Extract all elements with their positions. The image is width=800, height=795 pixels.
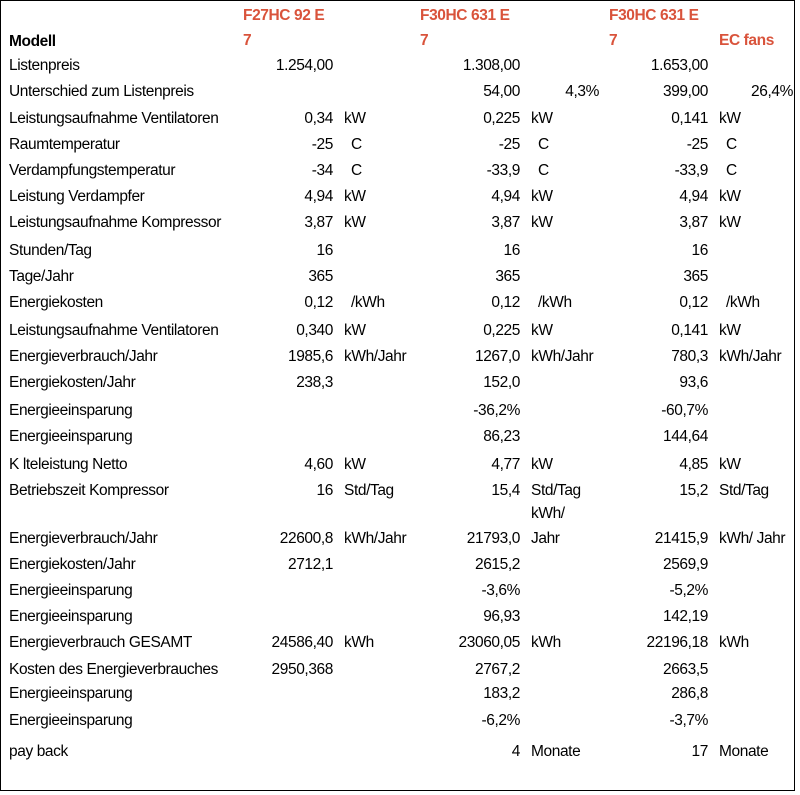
value-col-1: 3,87 [304,214,333,231]
value-col-1: 238,3 [296,374,333,391]
value-col-2: -25 [498,136,520,153]
unit-col-3: Std/Tag [719,482,769,499]
unit-col-1: kW [344,110,366,127]
unit-col-3: kW [719,188,741,205]
value-col-2: -36,2% [473,402,520,419]
unit-col-3: kW [719,322,741,339]
row-label: Energieeinsparung [9,712,133,729]
row-label: Leistungsaufnahme Ventilatoren [9,322,219,339]
unit-col-3: kWh/ Jahr [719,530,786,547]
unit-col-2: kW [531,322,553,339]
row-label: Leistungsaufnahme Kompressor [9,214,221,231]
unit-col-1: kWh [344,634,374,651]
value-col-3: 3,87 [679,214,708,231]
row-label: Energieeinsparung [9,402,133,419]
value-col-3: 142,19 [662,608,708,625]
value-col-3: 21415,9 [654,530,708,547]
unit-col-2: /kWh [538,294,572,311]
value-col-3: 399,00 [662,83,708,100]
value-col-1: 365 [308,268,333,285]
value-col-3: 0,141 [671,322,708,339]
value-col-2: 16 [503,242,520,259]
unit-col-1: kW [344,456,366,473]
value-col-1: -25 [311,136,333,153]
row-label: Energieverbrauch GESAMT [9,634,192,651]
column-header-1-line2: 7 [243,32,252,49]
unit-col-1: C [351,162,362,179]
row-label: Betriebszeit Kompressor [9,482,169,499]
value-col-3: 1.653,00 [650,57,708,74]
unit-col-2: C [538,136,549,153]
row-label: Energieeinsparung [9,608,133,625]
unit-col-2: C [538,162,549,179]
unit-col-2: Std/Tag [531,482,581,499]
row-label: Energiekosten/Jahr [9,556,136,573]
unit-col-1: kW [344,322,366,339]
column-header-2-line1: F30HC 631 E [420,7,510,24]
unit-col-3: Monate [719,743,769,760]
value-col-2: 54,00 [483,83,520,100]
unit-col-3: C [726,162,737,179]
value-col-3: 93,6 [679,374,708,391]
value-col-2: -3,6% [481,582,520,599]
value-col-3: 0,141 [671,110,708,127]
value-col-3: -3,7% [669,712,708,729]
row-label: Verdampfungstemperatur [9,162,176,179]
unit-col-2: 4,3% [565,83,599,100]
value-col-1: 22600,8 [279,530,333,547]
value-col-1: 0,340 [296,322,333,339]
value-col-2: 15,4 [491,482,520,499]
value-col-1: 4,94 [304,188,333,205]
model-label: Modell [9,33,56,50]
unit-col-2: kW [531,188,553,205]
value-col-1: 16 [316,242,333,259]
value-col-2: 96,93 [483,608,520,625]
value-col-3: -25 [686,136,708,153]
value-col-3: -60,7% [661,402,708,419]
row-label: Kosten des Energieverbrauches [9,661,218,678]
unit-col-3: kW [719,214,741,231]
row-label: Unterschied zum Listenpreis [9,83,194,100]
value-col-3: 2663,5 [662,661,708,678]
value-col-2: 86,23 [483,428,520,445]
unit-col-2: kW [531,456,553,473]
unit-col-2: kWh/ [531,505,565,522]
column-header-2-line2: 7 [420,32,429,49]
value-col-1: 16 [316,482,333,499]
value-col-2: 0,225 [483,322,520,339]
unit-col-3: C [726,136,737,153]
value-col-1: 24586,40 [271,634,333,651]
value-col-3: 286,8 [671,685,708,702]
row-label: Energieeinsparung [9,685,133,702]
unit-col-3: 26,4% [751,83,793,100]
row-label: Tage/Jahr [9,268,74,285]
value-col-2: 2615,2 [474,556,520,573]
unit-col-2: kW [531,110,553,127]
value-col-2: 0,225 [483,110,520,127]
unit-col-1: kWh/Jahr [344,530,407,547]
row-label: Energieverbrauch/Jahr [9,348,158,365]
unit-col-2: Monate [531,743,581,760]
unit-col-1: Std/Tag [344,482,394,499]
value-col-2: -33,9 [486,162,520,179]
value-col-2: 21793,0 [466,530,520,547]
value-col-3: 780,3 [671,348,708,365]
value-col-2: -6,2% [481,712,520,729]
value-col-3: 17 [691,743,708,760]
row-label: Energieeinsparung [9,582,133,599]
value-col-2: 23060,05 [458,634,520,651]
value-col-3: 144,64 [662,428,708,445]
value-col-1: 0,12 [304,294,333,311]
ec-fans-header: EC fans [719,32,774,49]
unit-col-3: kWh/Jahr [719,348,782,365]
value-col-2: 2767,2 [474,661,520,678]
column-header-3-line1: F30HC 631 E [609,7,699,24]
value-col-1: 2950,368 [271,661,333,678]
unit-col-1: /kWh [351,294,385,311]
value-col-1: 4,60 [304,456,333,473]
value-col-2: 3,87 [491,214,520,231]
value-col-3: 4,94 [679,188,708,205]
unit-col-3: kW [719,456,741,473]
value-col-3: 16 [691,242,708,259]
row-label: Energieverbrauch/Jahr [9,530,158,547]
unit-col-1: kW [344,188,366,205]
row-label: K lteleistung Netto [9,456,128,473]
value-col-3: 4,85 [679,456,708,473]
row-label: Raumtemperatur [9,136,120,153]
unit-col-3: kWh [719,634,749,651]
value-col-2: 4 [511,743,520,760]
unit-col-1: kW [344,214,366,231]
value-col-2: 4,77 [491,456,520,473]
unit-col-1: kWh/Jahr [344,348,407,365]
column-header-1-line1: F27HC 92 E [243,7,325,24]
row-label: Energiekosten [9,294,103,311]
value-col-3: 2569,9 [662,556,708,573]
value-col-3: 0,12 [679,294,708,311]
value-col-3: -5,2% [669,582,708,599]
value-col-3: -33,9 [674,162,708,179]
unit-col-2: kWh/Jahr [531,348,594,365]
value-col-1: 2712,1 [287,556,333,573]
value-col-3: 15,2 [679,482,708,499]
value-col-2: 1.308,00 [462,57,520,74]
value-col-2: 365 [495,268,520,285]
value-col-1: 0,34 [304,110,333,127]
row-label: Stunden/Tag [9,242,92,259]
value-col-3: 22196,18 [646,634,708,651]
unit-col-2: kW [531,214,553,231]
column-header-3-line2: 7 [609,32,618,49]
value-col-1: -34 [311,162,333,179]
unit-col-2: kWh [531,634,561,651]
unit-col-2: Jahr [531,530,560,547]
row-label: Energiekosten/Jahr [9,374,136,391]
row-label: Listenpreis [9,57,80,74]
value-col-3: 365 [683,268,708,285]
row-label: Energieeinsparung [9,428,133,445]
row-label: Leistung Verdampfer [9,188,145,205]
row-label: pay back [9,743,68,760]
value-col-1: 1.254,00 [275,57,333,74]
value-col-1: 1985,6 [287,348,333,365]
value-col-2: 183,2 [483,685,520,702]
value-col-2: 152,0 [483,374,520,391]
value-col-2: 1267,0 [474,348,520,365]
value-col-2: 0,12 [491,294,520,311]
value-col-2: 4,94 [491,188,520,205]
unit-col-3: /kWh [726,294,760,311]
row-label: Leistungsaufnahme Ventilatoren [9,110,219,127]
unit-col-3: kW [719,110,741,127]
unit-col-1: C [351,136,362,153]
